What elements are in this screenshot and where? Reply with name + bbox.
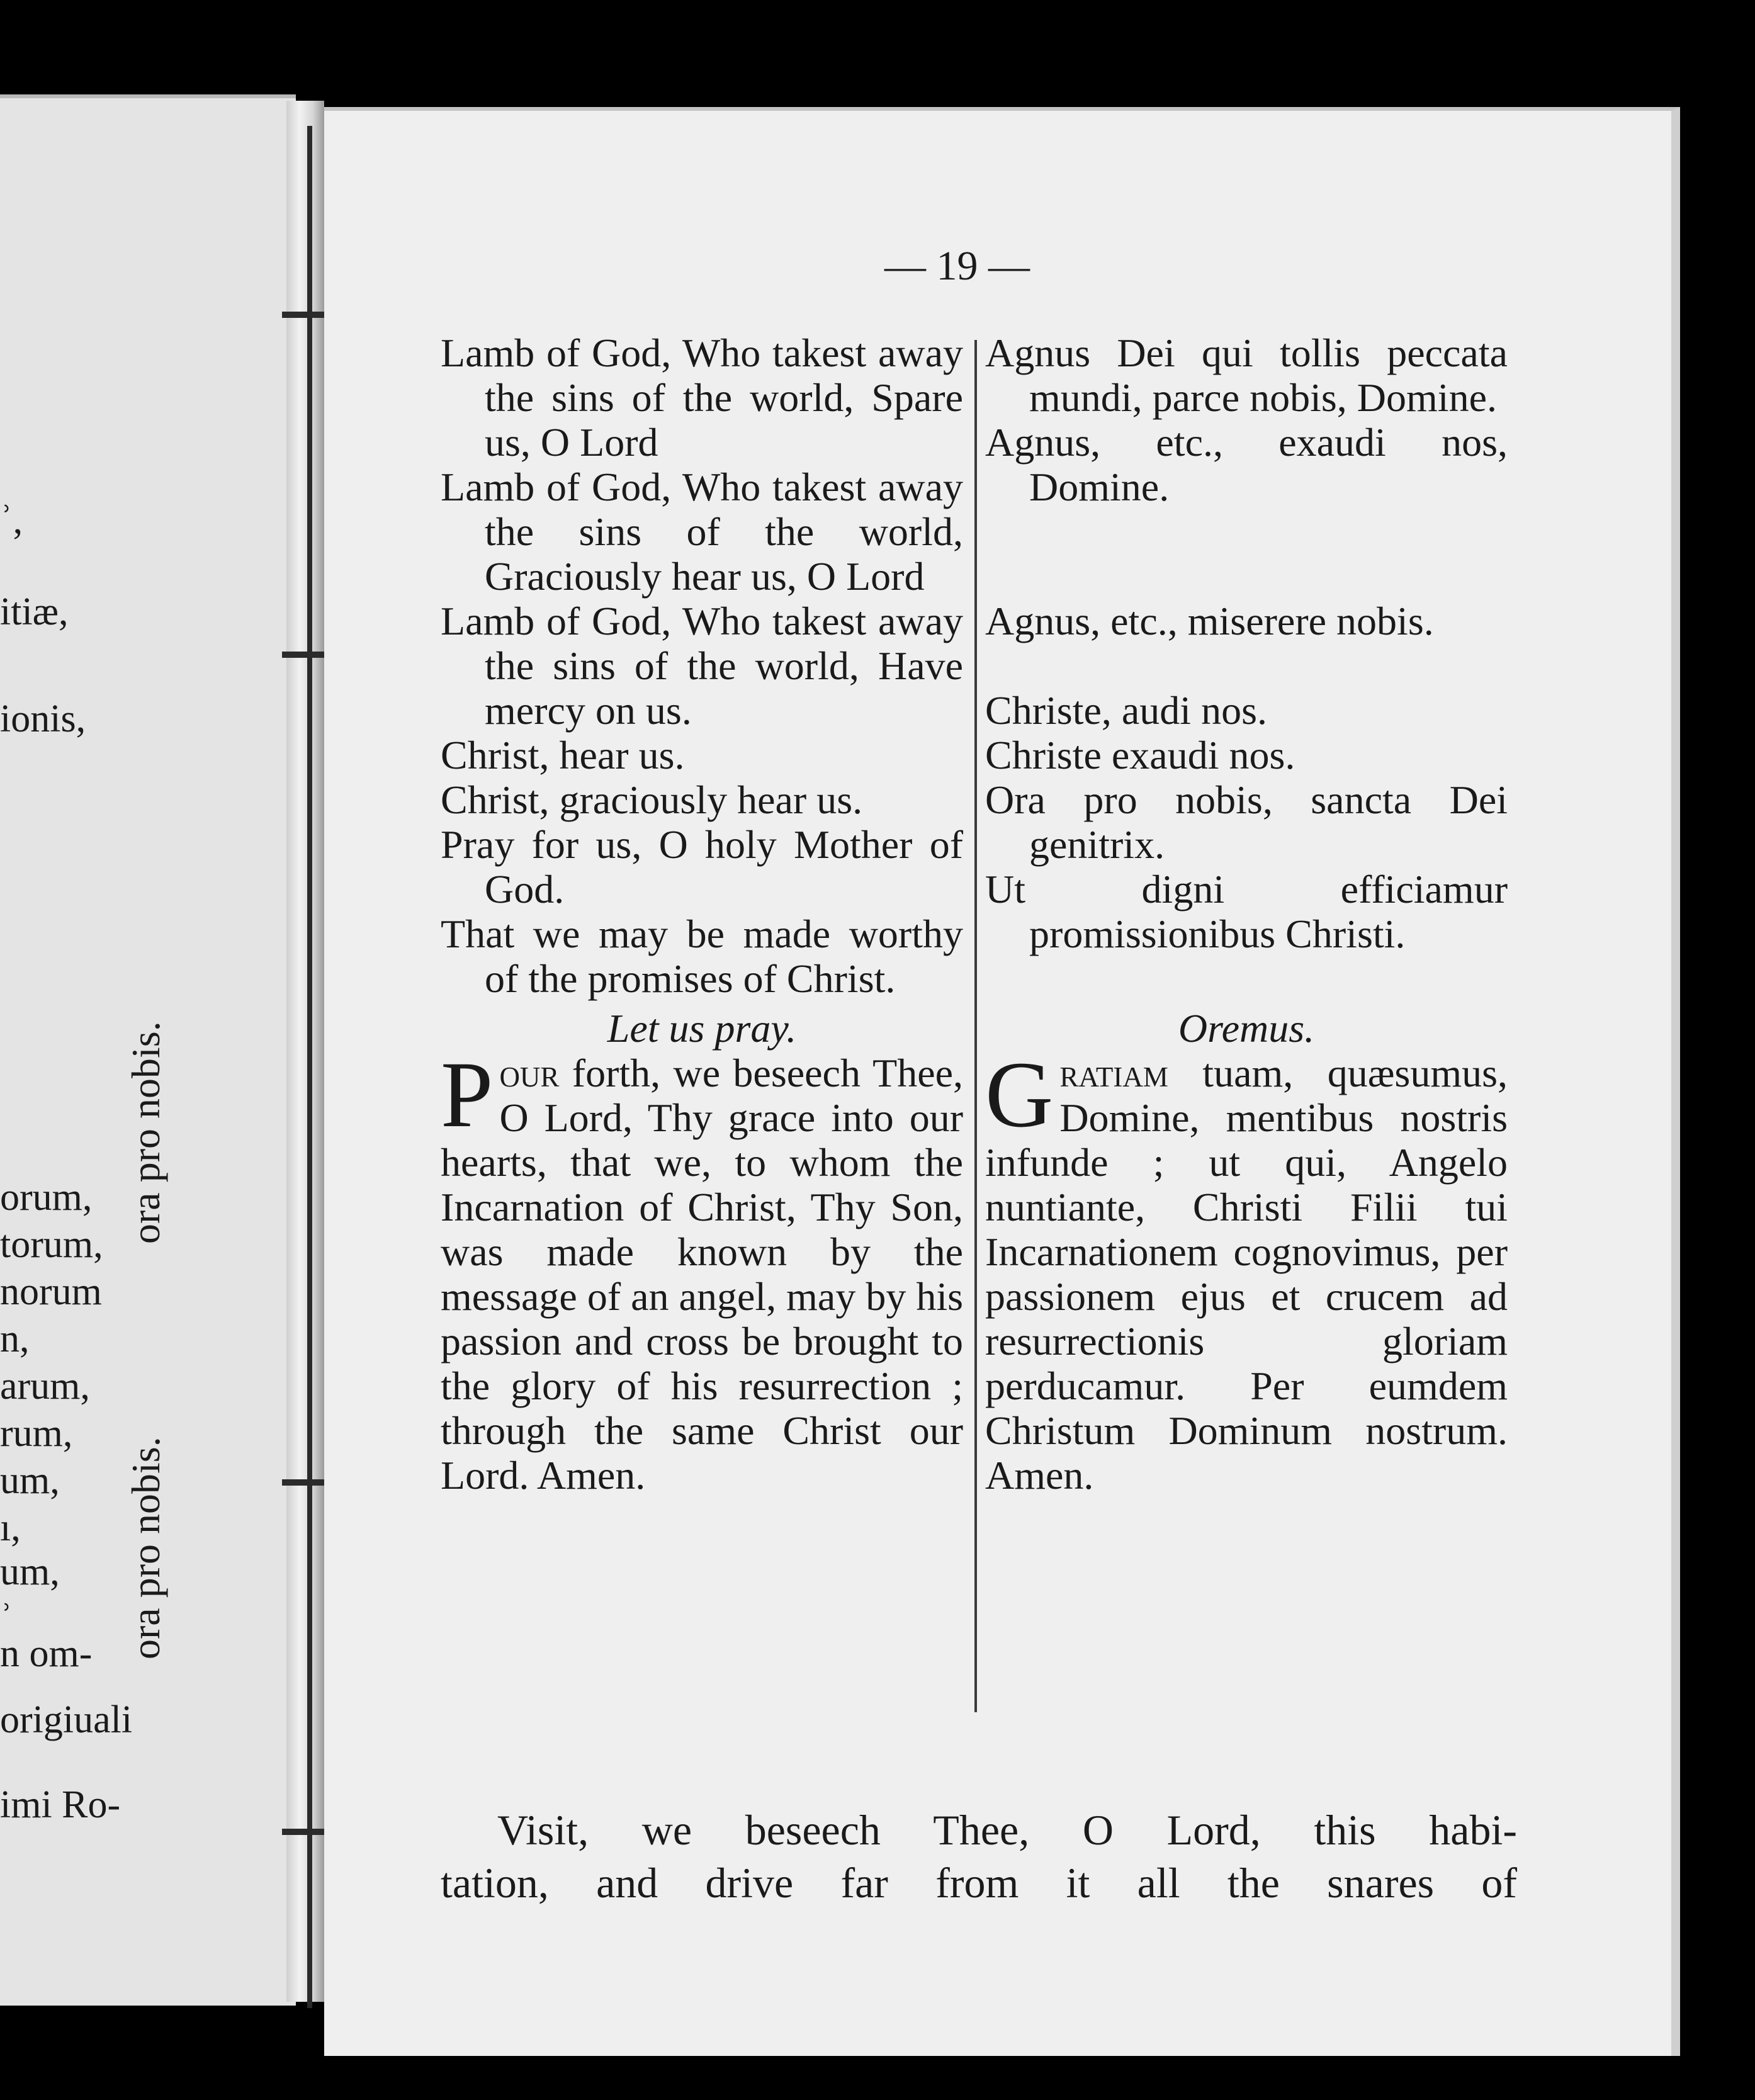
page-number: — 19 —: [884, 243, 1030, 289]
litany-entry: Pray for us, O holy Mother of God.: [441, 822, 963, 912]
book-gutter: [286, 101, 324, 2002]
litany-entry: That we may be made worthy of the promises of Christ.: [441, 912, 963, 1001]
litany-entry: Christ, hear us.: [441, 733, 685, 777]
litany-entry: Christe, audi nos.: [985, 688, 1267, 733]
prayer-body: forth, we beseech Thee, O Lord, Thy grace into our hearts, that we, to whom the Incarnation of Christ, Thy Son, was made known by the message of an angel, may by his passion and cross be brought to the glory of his resurrection ; through the same Christ our Lord. Amen.: [441, 1051, 963, 1498]
litany-entry: Agnus, etc., exaudi nos, Domine.: [985, 420, 1508, 509]
left-page-fragment: itiæ,: [0, 590, 69, 633]
prayer-smallcaps: our: [499, 1051, 560, 1095]
left-page-fragment: n,: [0, 1318, 30, 1360]
left-page-fragment: ʾ,: [0, 499, 23, 542]
closing-prayer-line: tation, and drive far from it all the snares of: [441, 1859, 1517, 1907]
english-column: [441, 330, 963, 1498]
closing-prayer-line: Visit, we beseech Thee, O Lord, this habi-: [497, 1806, 1517, 1854]
left-page-fragment: ionis,: [0, 697, 86, 740]
prayer-heading: Oremus.: [1178, 1006, 1315, 1051]
latin-column: [985, 330, 1508, 1498]
litany-entry: Lamb of God, Who takest away the sins of the world, Spare us, O Lord: [441, 330, 963, 465]
litany-entry: Ut digni efficiamur promissionibus Christi.: [985, 867, 1508, 956]
left-page-fragment: ʾ: [0, 1598, 13, 1640]
drop-cap: P: [441, 1042, 494, 1147]
left-page-fragment: origiuali: [0, 1698, 133, 1741]
left-page-fragment: rum,: [0, 1412, 73, 1455]
closing-prayer: [441, 1804, 1517, 1909]
left-page-fragment: imi Ro-: [0, 1783, 121, 1826]
prayer-heading: Let us pray.: [607, 1006, 797, 1051]
litany-entry: Agnus Dei qui tollis peccata mundi, parce nobis, Domine.: [985, 330, 1508, 420]
prayer-smallcaps: ratiam: [1059, 1051, 1168, 1095]
left-page-fragment: orum,: [0, 1176, 93, 1219]
drop-cap: G: [985, 1042, 1054, 1147]
litany-entry: Ora pro nobis, sancta Dei genitrix.: [985, 777, 1508, 867]
litany-entry: Christe exaudi nos.: [985, 733, 1295, 777]
left-page-fragment: torum,: [0, 1223, 103, 1266]
left-page-fragment: n om-: [0, 1632, 93, 1675]
left-page-fragment: um,: [0, 1550, 60, 1593]
rotated-refrain: ora pro nobis.: [123, 1021, 168, 1244]
left-page-fragment: um,: [0, 1459, 60, 1502]
previous-page: [0, 94, 296, 2006]
litany-entry: Lamb of God, Who takest away the sins of the world, Have mercy on us.: [441, 599, 963, 733]
prayer-body: tuam, quæsumus, Domine, mentibus nostris infunde ; ut qui, Angelo nuntiante, Christi Filii tui Incarnationem cognovimus, per passionem ejus et crucem ad resurrectionis gloriam perducamur. Per eumdem Christum Dominum nostrum. Amen.: [985, 1051, 1508, 1498]
rotated-refrain: ora pro nobis.: [123, 1437, 168, 1659]
left-page-fragment: ı,: [0, 1506, 21, 1549]
litany-entry: Lamb of God, Who takest away the sins of the world, Graciously hear us, O Lord: [441, 465, 963, 599]
binding-spine: [307, 126, 312, 2008]
column-divider: [974, 340, 977, 1712]
litany-entry: Christ, graciously hear us.: [441, 777, 863, 822]
prayer-text: [985, 1042, 1508, 1498]
litany-entry: Agnus, etc., miserere nobis.: [985, 599, 1434, 643]
prayer-text: [441, 1042, 963, 1498]
left-page-fragment: norum: [0, 1270, 102, 1313]
left-page-fragment: arum,: [0, 1365, 90, 1408]
